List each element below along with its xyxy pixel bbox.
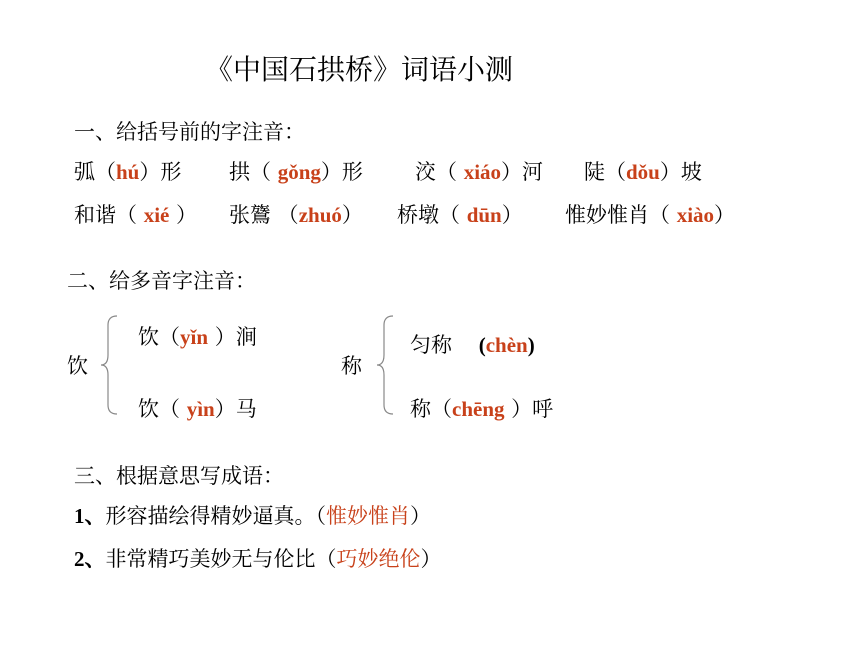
pinyin-answer: xiào xyxy=(676,203,715,227)
word: 洨 xyxy=(415,160,436,184)
s1-row1-item-4: 陡（dǒu）坡 xyxy=(584,160,702,184)
left-brace-icon xyxy=(100,315,120,415)
polyphone-item-yin-2: 饮（ yìn）马 xyxy=(138,397,257,421)
pinyin-answer: ( xyxy=(478,333,486,357)
pinyin-answer: yìn xyxy=(186,397,215,421)
pinyin-answer: chēng xyxy=(452,397,505,421)
word: 拱 xyxy=(229,160,250,184)
word: 张鷟 xyxy=(229,203,271,227)
s1-row1-item-2: 拱（ gǒng）形 xyxy=(229,160,363,184)
s1-row1-item-1: 弧（hú）形 xyxy=(74,160,182,184)
word: 惟妙惟肖 xyxy=(565,203,649,227)
idiom-question-2: 2、非常精巧美妙无与伦比（巧妙绝伦） xyxy=(74,547,442,571)
word: 弧 xyxy=(74,160,95,184)
s1-row2-item-2: 张鷟 （zhuó） xyxy=(229,203,363,227)
s1-row1-item-3: 洨（ xiáo）河 xyxy=(415,160,544,184)
polyphone-item-cheng-1: 匀称 (chèn) xyxy=(410,333,535,357)
pinyin-answer: xié xyxy=(143,203,170,227)
word: 桥墩 xyxy=(397,203,439,227)
page-title: 《中国石拱桥》词语小测 xyxy=(205,53,514,86)
pinyin-answer: dǒu xyxy=(626,160,660,184)
pinyin-answer: zhuó xyxy=(298,203,342,227)
polyphone-char-yin: 饮 xyxy=(67,354,88,378)
pinyin-answer: yǐn xyxy=(180,325,209,349)
pinyin-answer: chèn xyxy=(485,333,528,357)
polyphone-item-cheng-2: 称（chēng ）呼 xyxy=(410,397,554,421)
s1-row2-item-4: 惟妙惟肖（ xiào） xyxy=(565,203,736,227)
idiom-answer: 巧妙绝伦 xyxy=(336,547,421,571)
section3-heading: 三、根据意思写成语： xyxy=(74,464,284,488)
s1-row2-item-1: 和谐（ xié ） xyxy=(74,203,198,227)
pinyin-answer: dūn xyxy=(466,203,502,227)
section2-heading: 二、给多音字注音： xyxy=(67,269,256,293)
pinyin-answer: xiáo xyxy=(463,160,502,184)
pinyin-answer: hú xyxy=(116,160,140,184)
pinyin-answer: gǒng xyxy=(277,160,321,184)
s1-row2-item-3: 桥墩（ dūn） xyxy=(397,203,523,227)
idiom-question-1: 1、形容描绘得精妙逼真。（惟妙惟肖） xyxy=(74,504,431,528)
word: 和谐 xyxy=(74,203,116,227)
idiom-answer: 惟妙惟肖 xyxy=(326,504,410,528)
section1-heading: 一、给括号前的字注音： xyxy=(74,120,305,144)
polyphone-item-yin-1: 饮（yǐn ）涧 xyxy=(138,325,257,349)
left-brace-icon xyxy=(376,315,396,415)
word: 陡 xyxy=(584,160,605,184)
polyphone-char-cheng: 称 xyxy=(341,354,362,378)
